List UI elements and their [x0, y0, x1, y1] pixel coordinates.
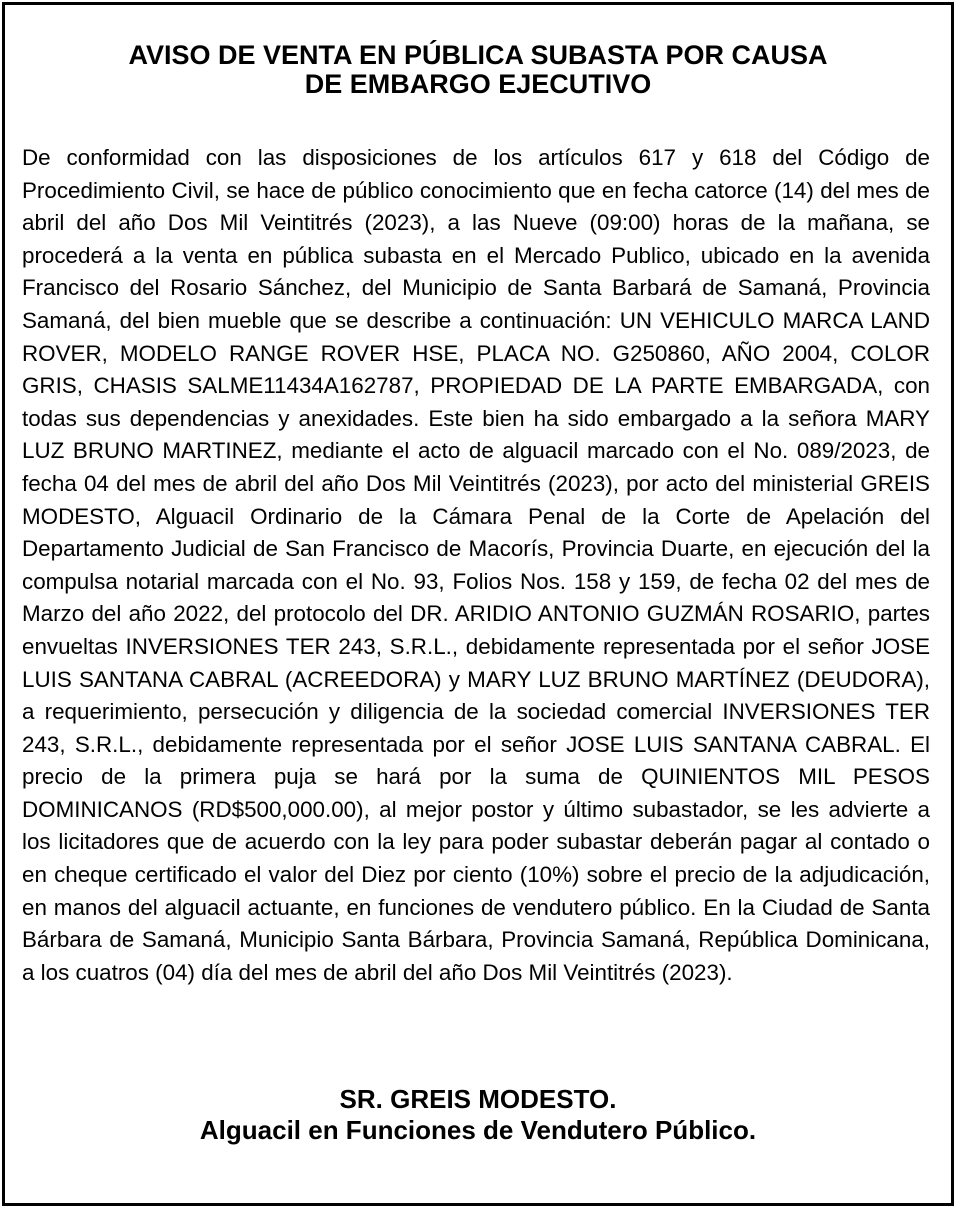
- notice-body-paragraph: De conformidad con las disposiciones de los artículos 617 y 618 del Código de Procedimiento Civil, se hace de público conocimiento que en fecha catorce (14) del mes de abril del año Dos Mil Veintitrés (2023), a las Nueve (09:00) horas de la mañana, se procederá a la venta en pública subasta en el Mercado Publico, ubicado en la avenida Francisco del Rosario Sánchez, del Municipio de Santa Barbará de Samaná, Provincia Samaná, del bien mueble que se describe a continuación: UN VEHICULO MARCA LAND ROVER, MODELO RANGE ROVER HSE, PLACA NO. G250860, AÑO 2004, COLOR GRIS, CHASIS SALME11434A162787, PROPIEDAD DE LA PARTE EMBARGADA, con todas sus dependencias y anexidades. Este bien ha sido embargado a la señora MARY LUZ BRUNO MARTINEZ, mediante el acto de alguacil marcado con el No. 089/2023, de fecha 04 del mes de abril del año Dos Mil Veintitrés (2023), por acto del ministerial GREIS MODESTO, Alguacil Ordinario de la Cámara Penal de la Corte de Apelación del Departamento Judicial de San Francisco de Macorís, Provincia Duarte, en ejecución del la compulsa notarial marcada con el No. 93, Folios Nos. 158 y 159, de fecha 02 del mes de Marzo del año 2022, del protocolo del DR. ARIDIO ANTONIO GUZMÁN ROSARIO, partes envueltas INVERSIONES TER 243, S.R.L., debidamente representada por el señor JOSE LUIS SANTANA CABRAL (ACREEDORA) y MARY LUZ BRUNO MARTÍNEZ (DEUDORA), a requerimiento, persecución y diligencia de la sociedad comercial INVERSIONES TER 243, S.R.L., debidamente representada por el señor JOSE LUIS SANTANA CABRAL. El precio de la primera puja se hará por la suma de QUINIENTOS MIL PESOS DOMINICANOS (RD$500,000.00), al mejor postor y último subastador, se les advierte a los licitadores que de acuerdo con la ley para poder subastar deberán pagar al contado o en cheque certificado el valor del Diez por ciento (10%) sobre el precio de la adjudicación, en manos del alguacil actuante, en funciones de vendutero público. En la Ciudad de Santa Bárbara de Samaná, Municipio Santa Bárbara, Provincia Samaná, República Dominicana, a los cuatros (04) día del mes de abril del año Dos Mil Veintitrés (2023).: [22, 145, 930, 985]
- notice-frame: [2, 2, 954, 1206]
- signature-name: SR. GREIS MODESTO.: [339, 1084, 617, 1114]
- notice-title: [5, 41, 951, 99]
- notice-title-line-1: AVISO DE VENTA EN PÚBLICA SUBASTA POR CAUSA: [128, 40, 828, 70]
- signature-block: [5, 1084, 951, 1146]
- signature-role: Alguacil en Funciones de Vendutero Público.: [199, 1115, 757, 1145]
- notice-title-line-2: DE EMBARGO EJECUTIVO: [304, 69, 652, 99]
- notice-body: [22, 142, 930, 989]
